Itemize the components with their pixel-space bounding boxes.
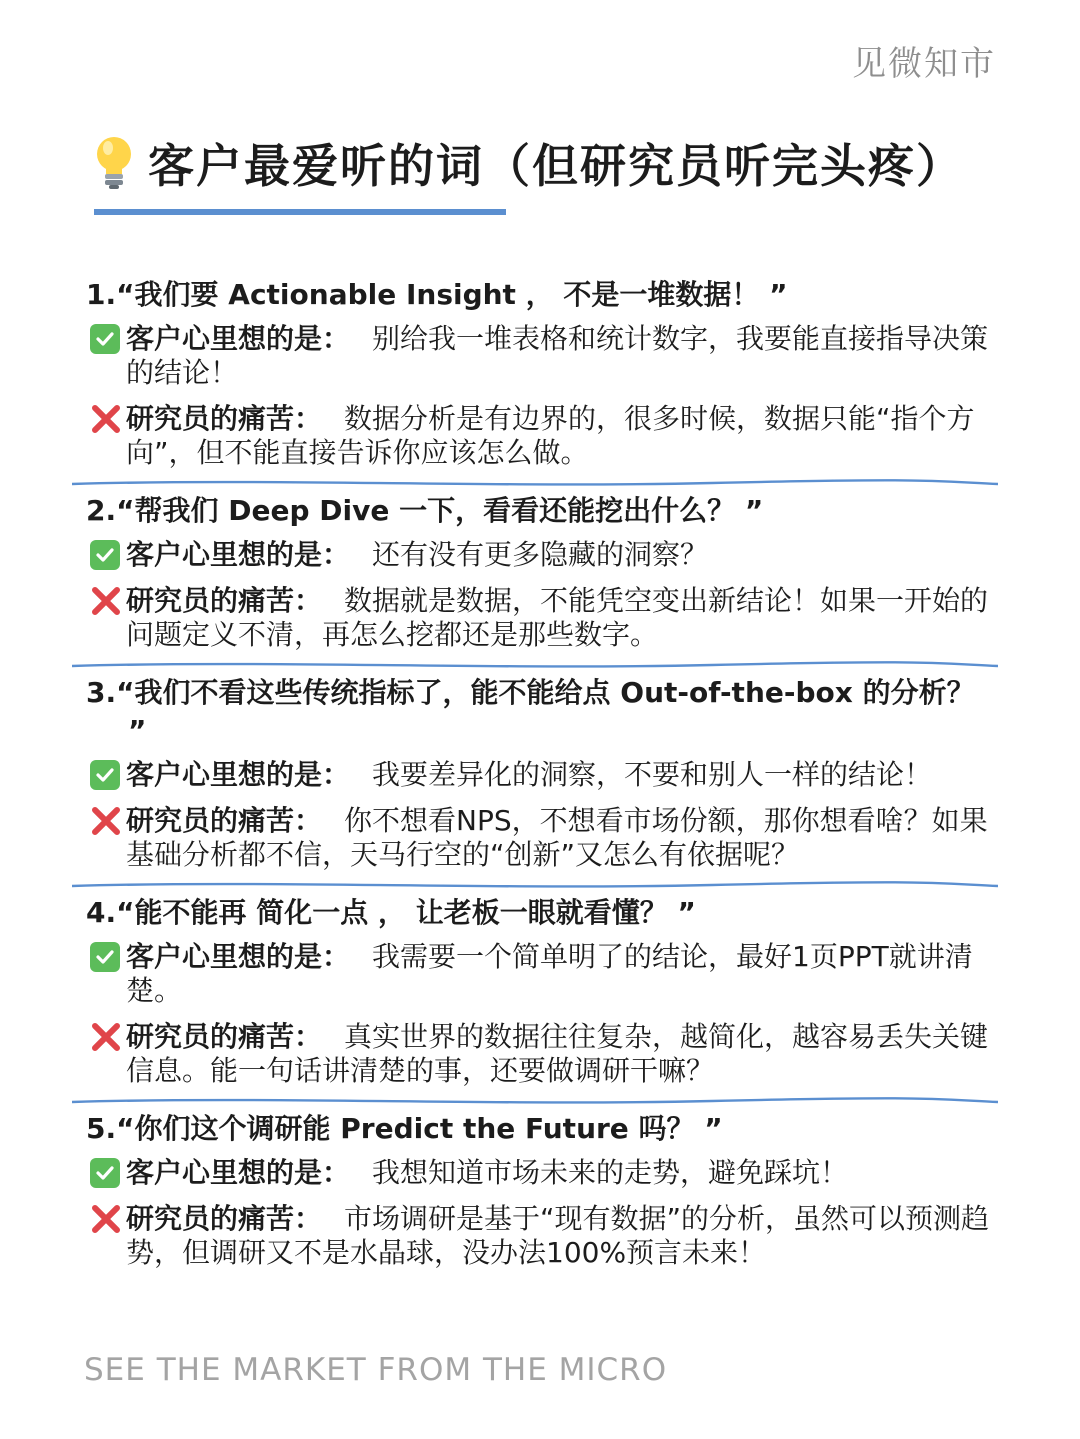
researcher-point <box>90 1020 998 1088</box>
question-heading: 3.“我们不看这些传统指标了，能不能给点 Out-of-the-box 的分析？ ” <box>86 676 975 747</box>
cross-mark-icon <box>90 805 122 837</box>
check-mark-icon <box>90 760 120 790</box>
cross-mark-icon <box>90 403 122 435</box>
list-item <box>86 894 998 1088</box>
researcher-text: 数据就是数据，不能凭空变出新结论！如果一开始的问题定义不清，再怎么挖都还是那些数字。 <box>126 584 989 651</box>
footer-slogan: SEE THE MARKET FROM THE MICRO <box>84 1352 668 1388</box>
list-item <box>86 1110 998 1270</box>
client-point <box>90 758 998 792</box>
client-label: 客户心里想的是： <box>126 1156 351 1189</box>
check-mark-icon <box>90 1158 120 1188</box>
check-mark-icon <box>90 540 120 570</box>
researcher-text: 市场调研是基于“现有数据”的分析，虽然可以预测趋势，但调研又不是水晶球，没办法100%预言未来！ <box>126 1202 990 1269</box>
researcher-label: 研究员的痛苦： <box>126 584 323 617</box>
question-heading: 1.“我们要 Actionable Insight ， 不是一堆数据！ ” <box>86 278 788 311</box>
cross-mark-icon <box>90 585 122 617</box>
client-text: 我想知道市场未来的走势，避免踩坑！ <box>372 1156 849 1189</box>
section-divider <box>72 1096 998 1108</box>
list-item <box>86 276 998 470</box>
researcher-text: 真实世界的数据往往复杂，越简化，越容易丢失关键信息。能一句话讲清楚的事，还要做调研干嘛？ <box>126 1020 989 1087</box>
researcher-point <box>90 402 998 470</box>
researcher-label: 研究员的痛苦： <box>126 1202 323 1235</box>
list-item <box>86 492 998 652</box>
researcher-text: 你不想看NPS，不想看市场份额，那你想看啥？如果基础分析都不信，天马行空的“创新”又怎么有依据呢？ <box>126 804 988 871</box>
question-heading: 4.“能不能再 简化一点 ， 让老板一眼就看懂？ ” <box>86 896 696 929</box>
client-text: 别给我一堆表格和统计数字，我要能直接指导决策的结论！ <box>126 322 989 389</box>
cross-mark-icon <box>90 1203 122 1235</box>
cross-mark-icon <box>90 1021 122 1053</box>
section-divider <box>72 880 998 892</box>
researcher-point <box>90 1202 998 1270</box>
client-label: 客户心里想的是： <box>126 758 351 791</box>
client-label: 客户心里想的是： <box>126 940 351 973</box>
title-row <box>92 130 964 196</box>
title-underline <box>94 209 506 215</box>
researcher-text: 数据分析是有边界的，很多时候，数据只能“指个方向”，但不能直接告诉你应该怎么做。 <box>126 402 975 469</box>
client-point <box>90 1156 998 1190</box>
researcher-point <box>90 584 998 652</box>
section-divider <box>72 660 998 672</box>
check-mark-icon <box>90 324 120 354</box>
client-text: 还有没有更多隐藏的洞察？ <box>372 538 709 571</box>
section-divider <box>72 478 998 490</box>
brand-logo: 见微知市 <box>852 44 996 84</box>
check-mark-icon <box>90 942 120 972</box>
question-heading: 5.“你们这个调研能 Predict the Future 吗？ ” <box>86 1112 723 1145</box>
question-heading: 2.“帮我们 Deep Dive 一下，看看还能挖出什么？ ” <box>86 494 764 527</box>
lightbulb-icon <box>92 135 136 191</box>
researcher-label: 研究员的痛苦： <box>126 1020 323 1053</box>
page-title: 客户最爱听的词（但研究员听完头疼） <box>148 139 964 193</box>
researcher-point <box>90 804 998 872</box>
client-text: 我需要一个简单明了的结论，最好1页PPT就讲清楚。 <box>126 940 973 1007</box>
section-list <box>86 276 998 1282</box>
list-item <box>86 674 998 872</box>
client-text: 我要差异化的洞察，不要和别人一样的结论！ <box>372 758 933 791</box>
client-label: 客户心里想的是： <box>126 322 351 355</box>
client-point <box>90 538 998 572</box>
client-label: 客户心里想的是： <box>126 538 351 571</box>
client-point <box>90 940 998 1008</box>
client-point <box>90 322 998 390</box>
researcher-label: 研究员的痛苦： <box>126 402 323 435</box>
researcher-label: 研究员的痛苦： <box>126 804 323 837</box>
